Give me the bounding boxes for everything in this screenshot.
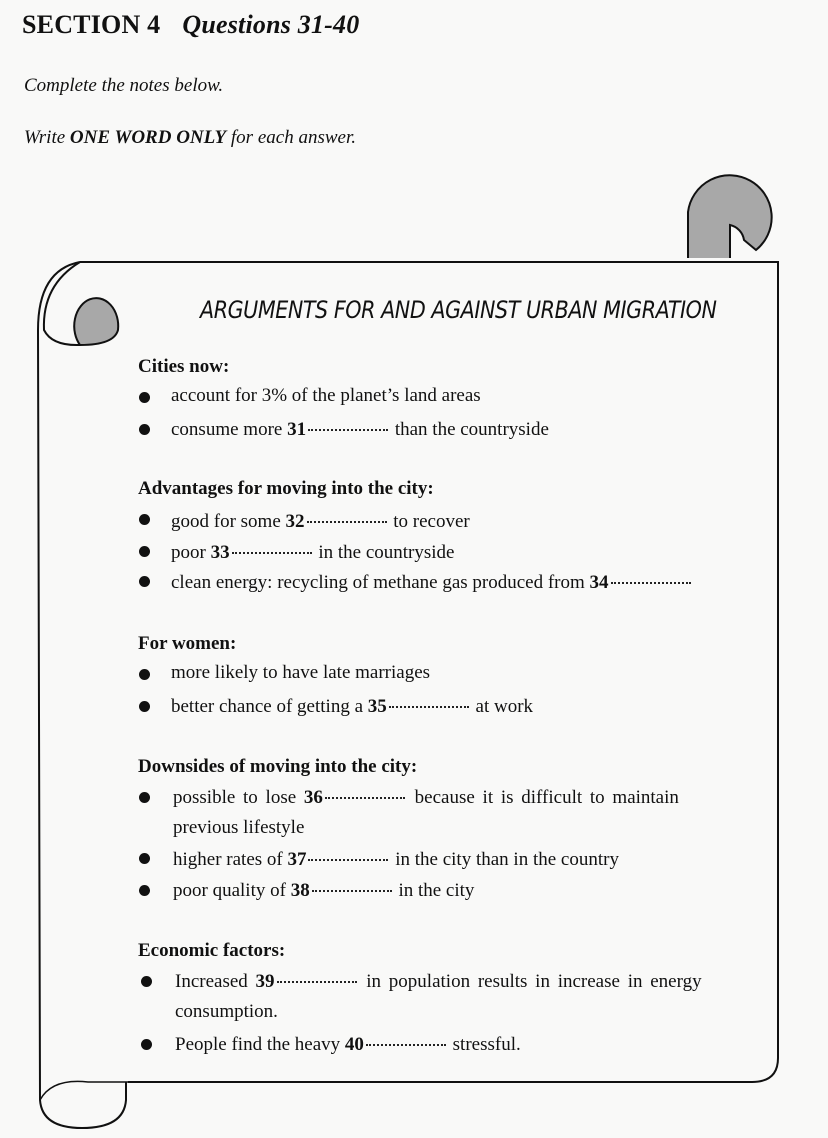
question-number: 32 <box>285 511 305 532</box>
question-number: 38 <box>290 880 310 901</box>
bullet-icon <box>139 514 150 525</box>
heading-downsides: Downsides of moving into the city: <box>138 756 418 777</box>
bullet-icon <box>139 669 150 680</box>
bullet-icon <box>139 392 150 403</box>
left-roll <box>38 262 126 1128</box>
answer-blank-34[interactable] <box>609 569 693 588</box>
question-number: 31 <box>287 419 307 440</box>
answer-blank-38[interactable] <box>310 877 394 896</box>
left-curl <box>74 298 118 345</box>
heading-advantages: Advantages for moving into the city: <box>138 478 434 499</box>
bullet-icon <box>139 853 150 864</box>
questions-range: Questions 31-40 <box>182 10 360 39</box>
question-number: 37 <box>287 849 307 870</box>
note-item-land-areas: account for 3% of the planet’s land areas <box>171 385 481 406</box>
answer-blank-40[interactable] <box>364 1031 448 1050</box>
question-number: 40 <box>344 1034 364 1055</box>
question-number: 34 <box>589 572 609 593</box>
bullet-icon <box>139 546 150 557</box>
note-item-late-marriages: more likely to have late marriages <box>171 662 431 683</box>
note-item-37: higher rates of 37 in the city than in the country <box>173 846 619 871</box>
note-item-36-continued: previous lifestyle <box>173 817 305 838</box>
question-number: 39 <box>255 971 275 992</box>
note-item-40: People find the heavy 40 stressful. <box>175 1031 521 1056</box>
question-number: 33 <box>210 542 230 563</box>
section-label: SECTION 4 <box>22 10 161 39</box>
note-item-38: poor quality of 38 in the city <box>173 877 474 902</box>
bullet-icon <box>139 792 150 803</box>
note-item-39-continued: consumption. <box>175 1001 278 1022</box>
question-number: 35 <box>367 696 387 717</box>
top-right-curl <box>688 175 772 258</box>
instruction-word-limit: Write ONE WORD ONLY for each answer. <box>24 127 356 148</box>
heading-economic-factors: Economic factors: <box>138 940 286 961</box>
bullet-icon <box>141 1039 152 1050</box>
answer-blank-32[interactable] <box>305 508 389 527</box>
bullet-icon <box>139 701 150 712</box>
note-item-34: clean energy: recycling of methane gas produced from 34 <box>171 569 693 594</box>
bullet-icon <box>139 576 150 587</box>
note-item-31: consume more 31 than the countryside <box>171 416 549 441</box>
note-item-36: possible to lose 36 because it is difficult to maintain <box>173 784 679 809</box>
note-item-32: good for some 32 to recover <box>171 508 470 533</box>
answer-blank-33[interactable] <box>230 539 314 558</box>
answer-blank-35[interactable] <box>387 693 471 712</box>
answer-blank-36[interactable] <box>323 784 407 803</box>
notes-title: ARGUMENTS FOR AND AGAINST URBAN MIGRATION <box>200 296 717 324</box>
bullet-icon <box>139 885 150 896</box>
answer-blank-31[interactable] <box>306 416 390 435</box>
note-item-33: poor 33 in the countryside <box>171 539 454 564</box>
answer-blank-39[interactable] <box>275 968 359 987</box>
instruction-complete: Complete the notes below. <box>24 75 224 96</box>
heading-cities-now: Cities now: <box>138 356 230 377</box>
note-item-39: Increased 39 in population results in increase in energy <box>175 968 702 993</box>
bullet-icon <box>139 424 150 435</box>
word-limit-emphasis: ONE WORD ONLY <box>69 127 227 148</box>
note-item-35: better chance of getting a 35 at work <box>171 693 533 718</box>
heading-for-women: For women: <box>138 633 237 654</box>
bullet-icon <box>141 976 152 987</box>
answer-blank-37[interactable] <box>306 846 390 865</box>
question-number: 36 <box>303 787 323 808</box>
